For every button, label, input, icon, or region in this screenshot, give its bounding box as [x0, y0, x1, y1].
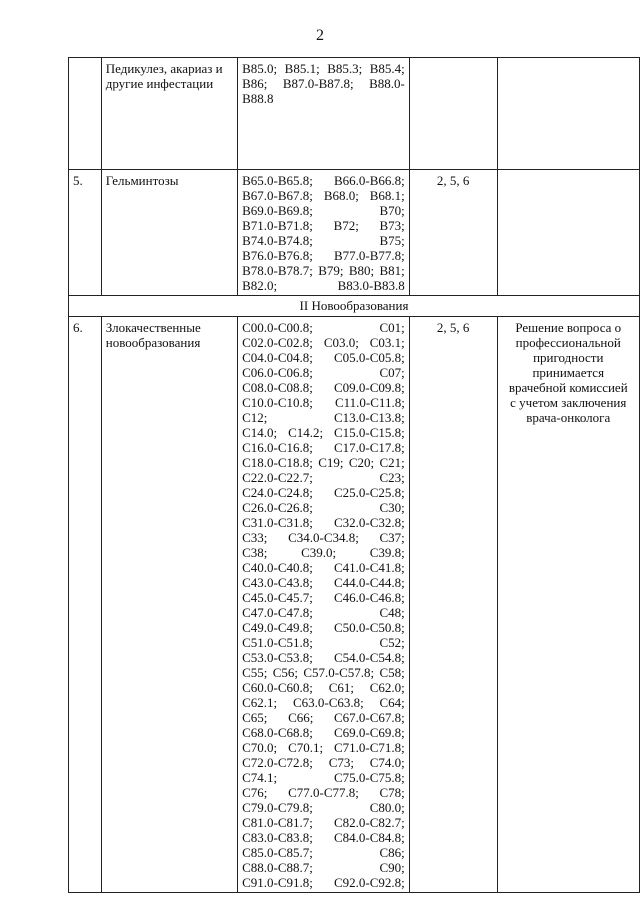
icd-code: C38;: [242, 545, 268, 560]
icd-code: B85.0;: [242, 61, 278, 76]
code-line: [242, 830, 405, 845]
icd-code: C80.0;: [369, 800, 405, 815]
code-line: [242, 410, 405, 425]
icd-code: C52;: [379, 635, 405, 650]
icd-code: C19;: [318, 455, 344, 470]
icd-code: C25.0-C25.8;: [334, 485, 405, 500]
code-line: [242, 650, 405, 665]
row-number: 6.: [69, 317, 102, 893]
icd-code: C46.0-C46.8;: [334, 590, 405, 605]
section-header-row: [69, 296, 640, 317]
table-row: [69, 317, 640, 893]
note-line: врача-онколога: [526, 410, 611, 425]
icd-code: B82.0;: [242, 278, 278, 293]
code-line: [242, 470, 405, 485]
icd-code: C83.0-C83.8;: [242, 830, 313, 845]
icd-code: C74.0;: [369, 755, 405, 770]
code-line: [242, 263, 405, 278]
icd-code: C24.0-C24.8;: [242, 485, 313, 500]
icd-code: C70.1;: [288, 740, 324, 755]
code-line: [242, 590, 405, 605]
code-line: [242, 440, 405, 455]
icd-code: C33;: [242, 530, 268, 545]
icd-code: C70.0;: [242, 740, 278, 755]
icd-code: C62.1;: [242, 695, 278, 710]
icd-code: C85.0-C85.7;: [242, 845, 313, 860]
disease-name: [101, 58, 237, 170]
code-line: [242, 425, 405, 440]
icd-code: C53.0-C53.8;: [242, 650, 313, 665]
code-line: [242, 875, 405, 890]
icd-code: C65;: [242, 710, 268, 725]
icd-code: C22.0-C22.7;: [242, 470, 313, 485]
code-line: [242, 365, 405, 380]
code-line: [242, 500, 405, 515]
code-line: [242, 800, 405, 815]
icd-code: C14.0;: [242, 425, 278, 440]
icd-code: C26.0-C26.8;: [242, 500, 313, 515]
name-line: новообразования: [105, 335, 201, 350]
icd-code: B88.8: [242, 91, 274, 106]
icd-code: B86;: [242, 76, 268, 91]
code-line: [242, 485, 405, 500]
frequency-cell: [409, 58, 497, 170]
code-line: [242, 91, 405, 106]
code-line: [242, 620, 405, 635]
icd-code: B88.0-: [369, 76, 405, 91]
icd-code: B69.0-B69.8;: [242, 203, 313, 218]
icd-code: C34.0-C34.8;: [288, 530, 359, 545]
icd-code: B70;: [379, 203, 405, 218]
icd-code: C69.0-C69.8;: [334, 725, 405, 740]
icd-code: C20;: [348, 455, 375, 470]
code-line: [242, 605, 405, 620]
icd-code: C68.0-C68.8;: [242, 725, 313, 740]
code-line: [242, 320, 405, 335]
icd-code: C18.0-C18.8;: [242, 455, 313, 470]
note-line: с учетом заключения: [510, 395, 627, 410]
icd-code: B87.0-B87.8;: [282, 76, 354, 91]
code-line: [242, 173, 405, 188]
code-line: [242, 350, 405, 365]
icd-code: C56;: [272, 665, 299, 680]
icd-code: C71.0-C71.8;: [334, 740, 405, 755]
icd-code: C32.0-C32.8;: [334, 515, 405, 530]
code-line: [242, 515, 405, 530]
icd-codes: [238, 317, 410, 893]
icd-code: B72;: [333, 218, 359, 233]
code-line: [242, 380, 405, 395]
icd-code: C84.0-C84.8;: [334, 830, 405, 845]
icd-code: C62.0;: [369, 680, 405, 695]
code-line: [242, 635, 405, 650]
code-line: [242, 755, 405, 770]
icd-code: B81;: [379, 263, 405, 278]
note-cell: [497, 58, 639, 170]
code-line: [242, 395, 405, 410]
icd-code: B66.0-B66.8;: [334, 173, 405, 188]
code-line: [242, 710, 405, 725]
icd-code: C14.2;: [288, 425, 324, 440]
icd-code: C11.0-C11.8;: [334, 395, 405, 410]
code-line: [242, 530, 405, 545]
icd-code: C47.0-C47.8;: [242, 605, 313, 620]
icd-code: C30;: [379, 500, 405, 515]
code-line: [242, 575, 405, 590]
code-line: [242, 665, 405, 680]
icd-code: C16.0-C16.8;: [242, 440, 313, 455]
code-line: [242, 725, 405, 740]
icd-code: C07;: [379, 365, 405, 380]
code-line: [242, 335, 405, 350]
code-line: [242, 680, 405, 695]
icd-code: C00.0-C00.8;: [242, 320, 313, 335]
icd-code: C90;: [379, 860, 405, 875]
icd-code: B85.1;: [284, 61, 320, 76]
icd-code: C10.0-C10.8;: [242, 395, 313, 410]
note-cell: [497, 317, 639, 893]
icd-code: C03.1;: [369, 335, 405, 350]
icd-code: B65.0-B65.8;: [242, 173, 313, 188]
diseases-table: [68, 57, 640, 893]
icd-code: C21;: [379, 455, 405, 470]
icd-code: C40.0-C40.8;: [242, 560, 313, 575]
icd-code: C06.0-C06.8;: [242, 365, 313, 380]
icd-code: B68.0;: [323, 188, 359, 203]
section-title: II Новообразования: [69, 296, 640, 317]
row-number: 5.: [69, 170, 102, 296]
code-line: [242, 188, 405, 203]
icd-code: B79;: [318, 263, 344, 278]
icd-code: C79.0-C79.8;: [242, 800, 313, 815]
icd-code: C37;: [379, 530, 405, 545]
code-line: [242, 815, 405, 830]
note-line: профессиональной: [515, 335, 621, 350]
icd-code: C45.0-C45.7;: [242, 590, 313, 605]
code-line: [242, 248, 405, 263]
disease-name: [101, 317, 237, 893]
icd-code: C66;: [288, 710, 314, 725]
icd-code: C04.0-C04.8;: [242, 350, 313, 365]
icd-code: C02.0-C02.8;: [242, 335, 313, 350]
icd-code: C57.0-C57.8;: [303, 665, 375, 680]
note-line: Решение вопроса о: [515, 320, 622, 335]
icd-code: C82.0-C82.7;: [334, 815, 405, 830]
icd-code: C88.0-C88.7;: [242, 860, 313, 875]
code-line: [242, 61, 405, 76]
icd-code: C73;: [328, 755, 354, 770]
name-line: Злокачественные: [105, 320, 201, 335]
icd-code: C92.0-C92.8;: [334, 875, 405, 890]
icd-code: B78.0-B78.7;: [242, 263, 313, 278]
icd-code: C49.0-C49.8;: [242, 620, 313, 635]
icd-code: C54.0-C54.8;: [334, 650, 405, 665]
code-line: [242, 455, 405, 470]
icd-code: C72.0-C72.8;: [242, 755, 313, 770]
name-line: Педикулез, акариаз и: [105, 61, 223, 76]
icd-code: C78;: [379, 785, 405, 800]
icd-code: C61;: [328, 680, 354, 695]
icd-code: C63.0-C63.8;: [292, 695, 364, 710]
icd-code: C17.0-C17.8;: [334, 440, 405, 455]
icd-code: C58;: [379, 665, 405, 680]
code-line: [242, 860, 405, 875]
icd-code: C75.0-C75.8;: [334, 770, 405, 785]
code-line: [242, 695, 405, 710]
code-line: [242, 545, 405, 560]
icd-code: B68.1;: [369, 188, 405, 203]
icd-codes: [238, 58, 410, 170]
icd-code: C60.0-C60.8;: [242, 680, 313, 695]
icd-code: C08.0-C08.8;: [242, 380, 313, 395]
page-number: 2: [316, 27, 324, 44]
icd-code: C01;: [379, 320, 405, 335]
row-number: [69, 58, 102, 170]
icd-code: C48;: [379, 605, 405, 620]
icd-code: B85.4;: [369, 61, 405, 76]
name-line: другие инфестации: [105, 76, 214, 91]
code-line: [242, 233, 405, 248]
icd-code: C64;: [379, 695, 405, 710]
icd-code: C74.1;: [242, 770, 278, 785]
icd-code: C39.8;: [369, 545, 405, 560]
icd-code: B74.0-B74.8;: [242, 233, 313, 248]
icd-code: C67.0-C67.8;: [334, 710, 405, 725]
code-line: [242, 76, 405, 91]
icd-code: C31.0-C31.8;: [242, 515, 313, 530]
note-line: пригодности: [533, 350, 604, 365]
frequency-cell: 2, 5, 6: [409, 170, 497, 296]
icd-code: C44.0-C44.8;: [334, 575, 405, 590]
icd-code: B77.0-B77.8;: [334, 248, 405, 263]
icd-code: B83.0-B83.8: [337, 278, 405, 293]
icd-code: B71.0-B71.8;: [242, 218, 313, 233]
icd-code: C81.0-C81.7;: [242, 815, 313, 830]
icd-code: C03.0;: [323, 335, 359, 350]
icd-code: B80;: [348, 263, 375, 278]
icd-code: C12;: [242, 410, 268, 425]
code-line: [242, 278, 405, 293]
icd-code: C86;: [379, 845, 405, 860]
note-line: врачебной комиссией: [508, 380, 628, 395]
icd-code: B76.0-B76.8;: [242, 248, 313, 263]
icd-code: B73;: [379, 218, 405, 233]
icd-code: C09.0-C09.8;: [334, 380, 405, 395]
icd-code: C50.0-C50.8;: [334, 620, 405, 635]
code-line: [242, 203, 405, 218]
icd-code: C23;: [379, 470, 405, 485]
icd-code: C43.0-C43.8;: [242, 575, 313, 590]
icd-code: C76;: [242, 785, 268, 800]
note-line: принимается: [532, 365, 605, 380]
frequency-cell: 2, 5, 6: [409, 317, 497, 893]
icd-code: B85.3;: [327, 61, 363, 76]
code-line: [242, 560, 405, 575]
icd-code: C55;: [242, 665, 268, 680]
icd-code: B75;: [379, 233, 405, 248]
code-line: [242, 845, 405, 860]
note-cell: [497, 170, 639, 296]
code-line: [242, 770, 405, 785]
code-line: [242, 740, 405, 755]
icd-codes: [238, 170, 410, 296]
icd-code: C77.0-C77.8;: [288, 785, 359, 800]
icd-code: C15.0-C15.8;: [334, 425, 405, 440]
table-row: [69, 58, 640, 170]
code-line: [242, 218, 405, 233]
icd-code: C91.0-C91.8;: [242, 875, 313, 890]
table-row: [69, 170, 640, 296]
disease-name: [101, 170, 237, 296]
icd-code: B67.0-B67.8;: [242, 188, 313, 203]
code-line: [242, 785, 405, 800]
icd-code: C51.0-C51.8;: [242, 635, 313, 650]
icd-code: C13.0-C13.8;: [334, 410, 405, 425]
icd-code: C41.0-C41.8;: [334, 560, 405, 575]
name-line: Гельминтозы: [105, 173, 179, 188]
icd-code: C05.0-C05.8;: [334, 350, 405, 365]
icd-code: C39.0;: [301, 545, 337, 560]
